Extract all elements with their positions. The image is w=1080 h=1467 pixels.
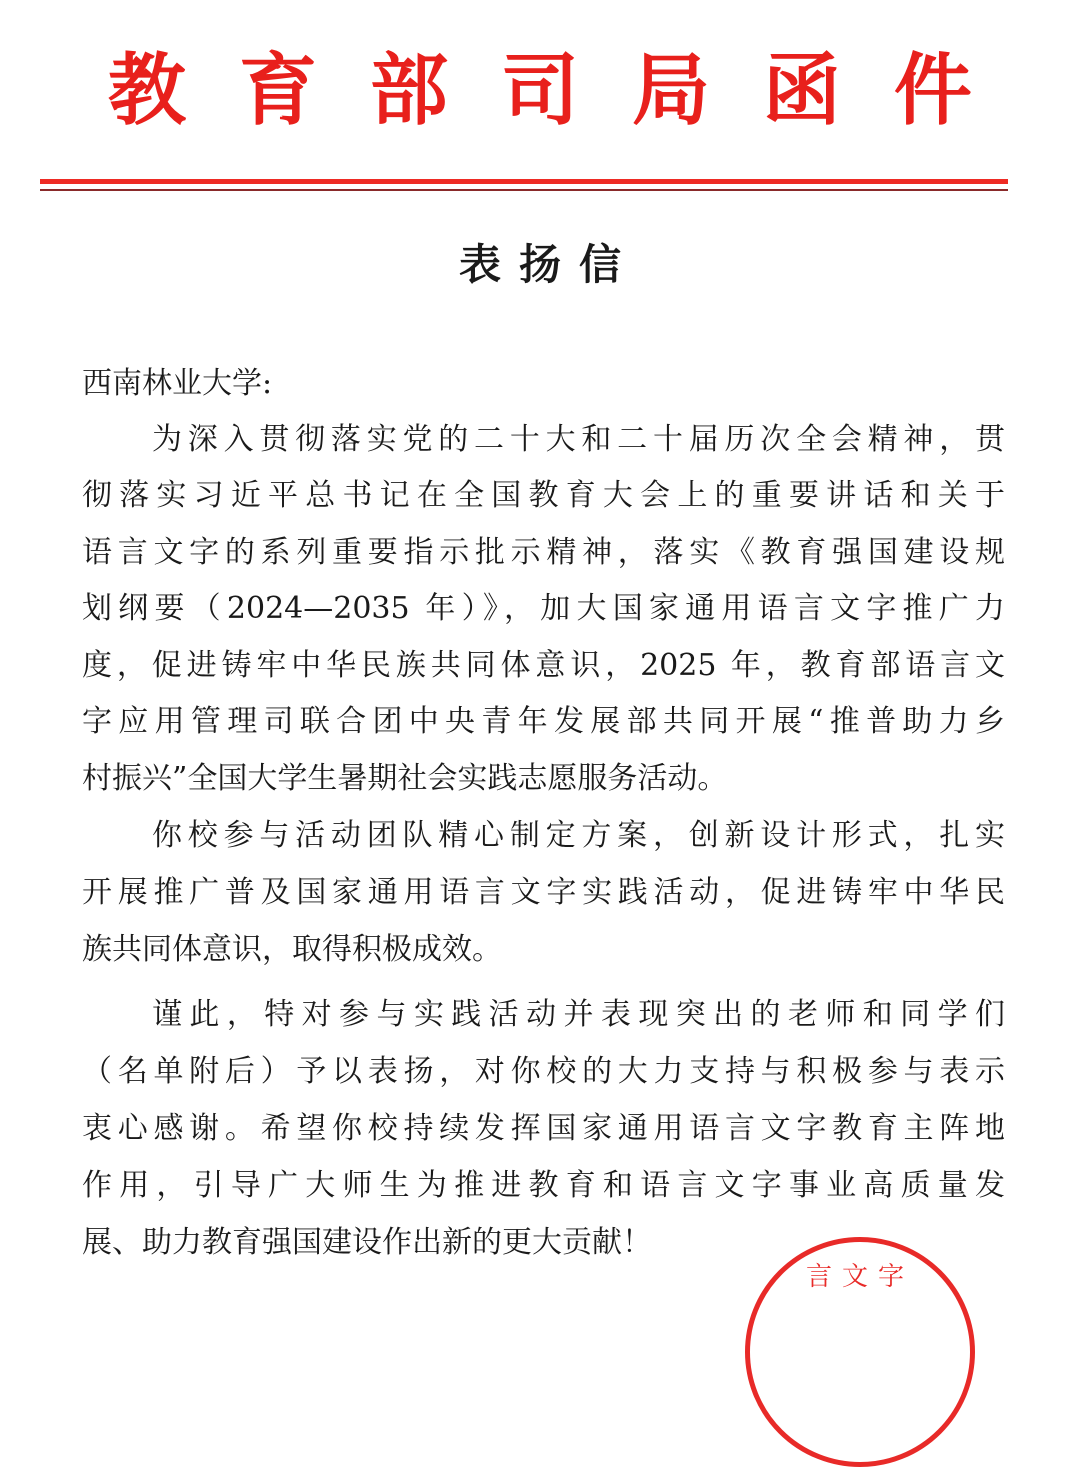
letterhead-char: 教 — [108, 45, 187, 136]
body-line: 彻落实习近平总书记在全国教育大会上的重要讲话和关于 — [82, 478, 1005, 513]
letterhead-char: 件 — [893, 45, 972, 136]
body-line: 字应用管理司联合团中央青年发展部共同开展“推普助力乡 — [82, 704, 1005, 739]
letterhead-char: 育 — [238, 45, 317, 136]
letterhead-char: 部 — [369, 45, 448, 136]
body-line: 语言文字的系列重要指示批示精神，落实《教育强国建设规 — [82, 535, 1005, 570]
body-line: 衷心感谢。希望你校持续发挥国家通用语言文字教育主阵地 — [82, 1111, 1005, 1146]
body-line: 度，促进铸牢中华民族共同体意识，2025 年，教育部语言文 — [82, 648, 1005, 683]
letterhead-char: 局 — [631, 45, 710, 136]
addressee: 西南林业大学: — [82, 366, 273, 401]
header-divider-thick — [40, 179, 1008, 184]
document-title: 表扬信 — [458, 240, 639, 289]
body-line: 族共同体意识，取得积极成效。 — [82, 932, 502, 967]
body-line: 作用，引导广大师生为推进教育和语言文字事业高质量发 — [82, 1168, 1005, 1203]
body-line: 展、助力教育强国建设作出新的更大贡献！ — [82, 1225, 652, 1260]
official-seal — [745, 1237, 975, 1467]
seal-text: 言文字 — [805, 1262, 914, 1292]
body-line: 为深入贯彻落实党的二十大和二十届历次全会精神，贯 — [152, 422, 1005, 457]
body-line: 村振兴”全国大学生暑期社会实践志愿服务活动。 — [82, 761, 728, 796]
body-line: （名单附后）予以表扬，对你校的大力支持与积极参与表示 — [82, 1054, 1005, 1089]
body-line: 划纲要（2024—2035 年）》，加大国家通用语言文字推广力 — [82, 591, 1005, 626]
body-line: 你校参与活动团队精心制定方案，创新设计形式，扎实 — [152, 818, 1005, 853]
body-line: 谨此，特对参与实践活动并表现突出的老师和同学们 — [152, 997, 1005, 1032]
letterhead-char: 函 — [762, 45, 841, 136]
letterhead — [0, 45, 1080, 136]
body-line: 开展推广普及国家通用语言文字实践活动，促进铸牢中华民 — [82, 875, 1005, 910]
letterhead-char: 司 — [500, 45, 579, 136]
header-divider-thin — [40, 189, 1008, 191]
